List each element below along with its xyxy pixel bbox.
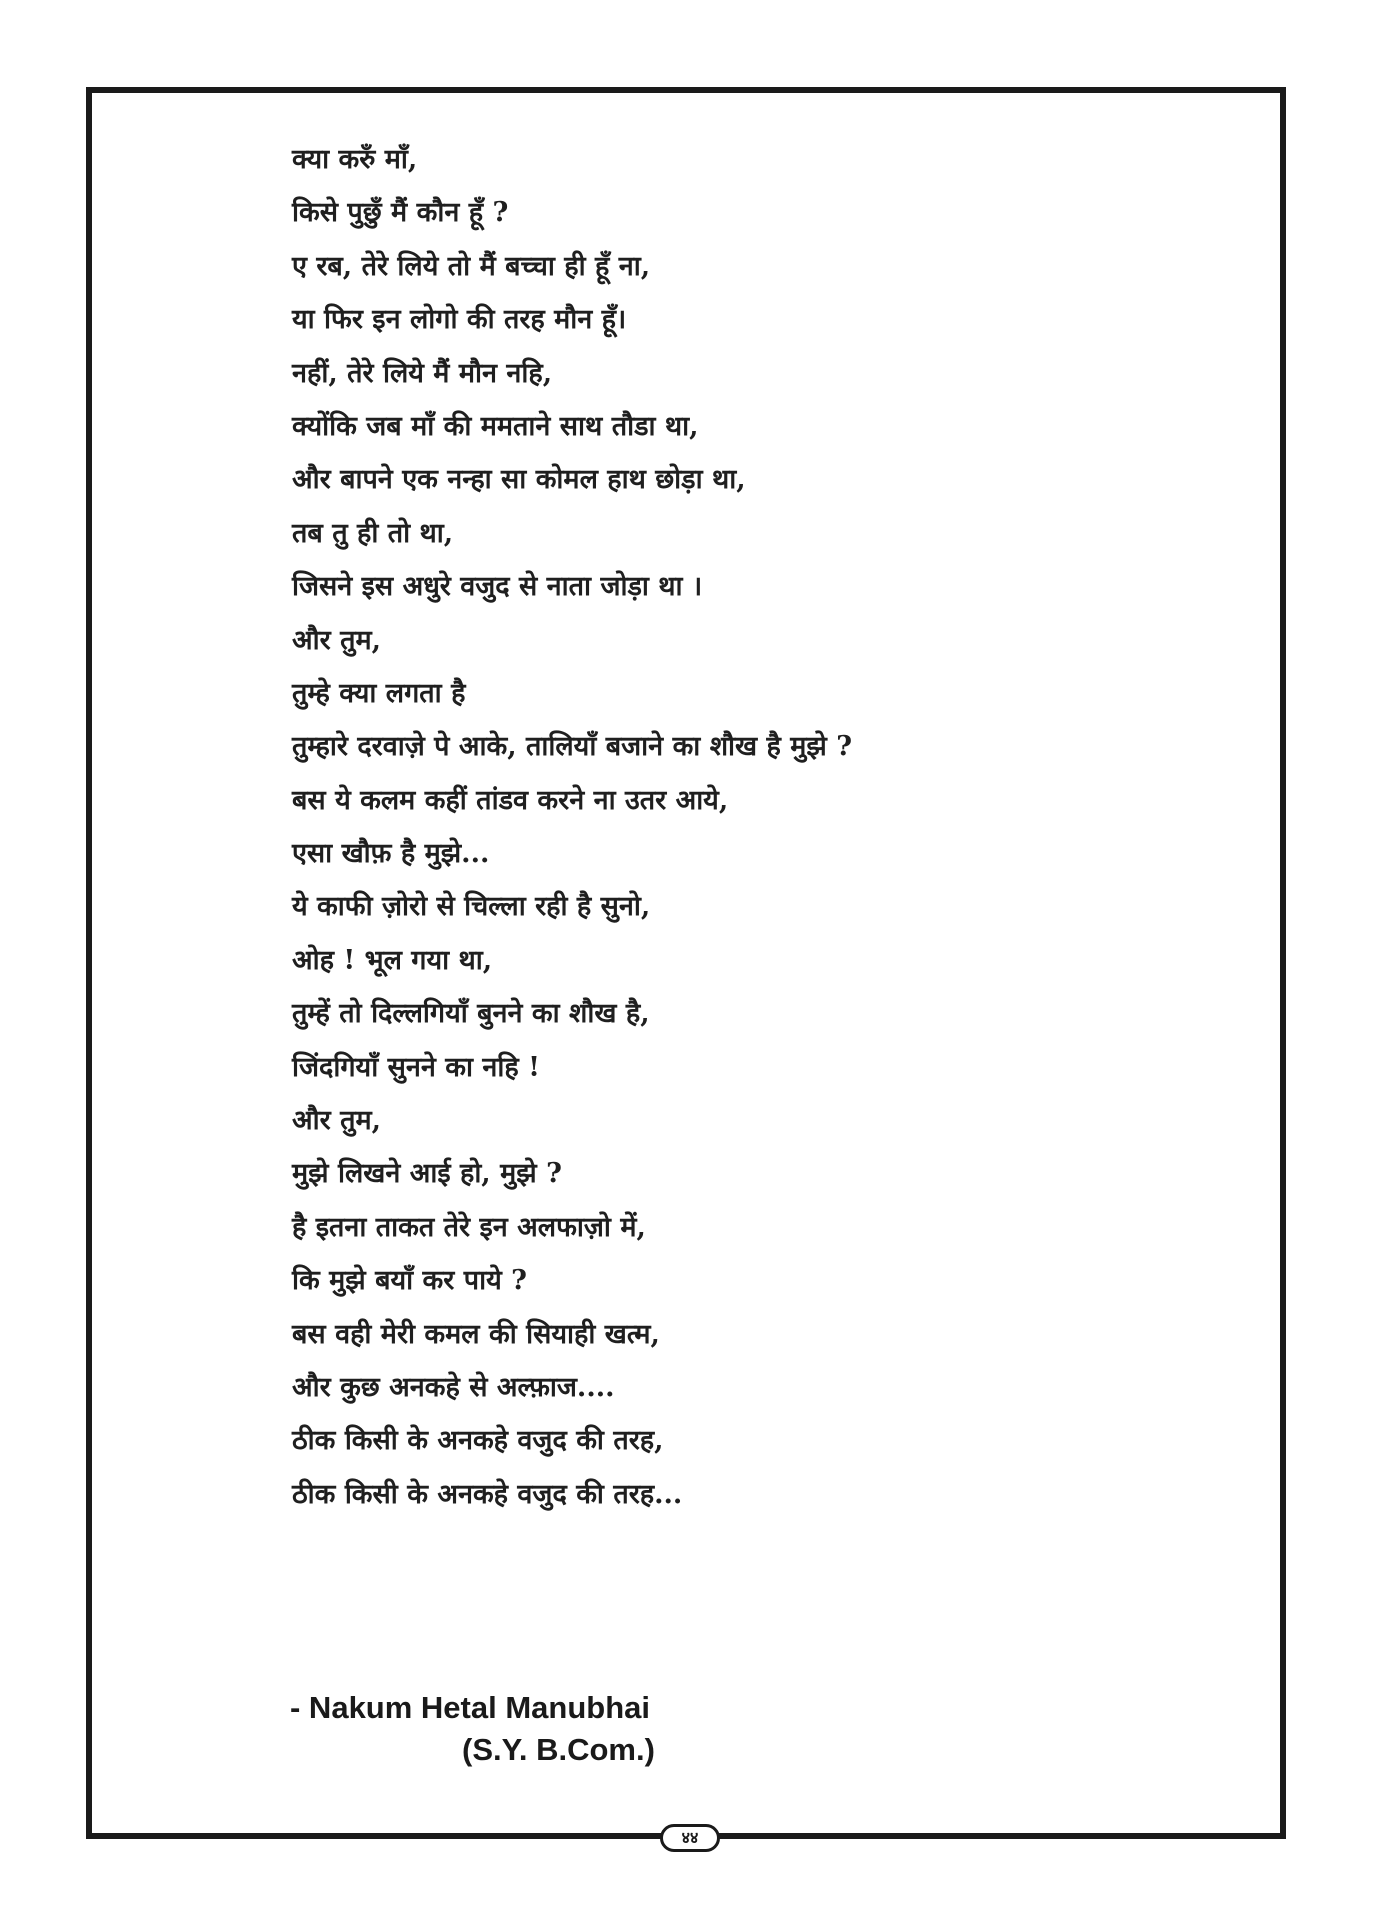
poem-line: जिंदगियाँ सुनने का नहि ! [292,1051,540,1083]
poem-line: ओह ! भूल गया था, [292,944,493,976]
poem-line: या फिर इन लोगो की तरह मौन हूँ। [292,304,627,336]
poem-line: और कुछ अनकहे से अल्फ़ाज.... [292,1371,615,1403]
poem-line: ठीक किसी के अनकहे वजुद की तरह... [292,1478,683,1510]
poem-line: और तुम, [292,624,381,656]
poem-line: नहीं, तेरे लिये मैं मौन नहि, [292,357,553,389]
poem-line: और तुम, [292,1105,381,1137]
poem-line: बस वही मेरी कमल की सियाही खत्म, [292,1318,660,1350]
poem-line: ए रब, तेरे लिये तो मैं बच्चा ही हूँ ना, [292,250,651,282]
page-number: ४४ [660,1824,720,1852]
poem-line: जिसने इस अधुरे वजुद से नाता जोड़ा था । [292,571,703,603]
author-name: - Nakum Hetal Manubhai [290,1690,650,1725]
poem-line: क्योंकि जब माँ की ममताने साथ तौडा था, [292,410,699,442]
poem-line: ये काफी ज़ोरो से चिल्ला रही है सुनो, [292,891,651,923]
poem-line: और बापने एक नन्हा सा कोमल हाथ छोड़ा था, [292,464,746,496]
poem-line: एसा खौफ़ है मुझे... [292,838,490,870]
poem-line: तुम्हे क्या लगता है [292,677,466,709]
poem-line: मुझे लिखने आई हो, मुझे ? [292,1158,562,1190]
poem-line: किसे पुछुँ मैं कौन हूँ ? [292,197,509,229]
poem-line: है इतना ताकत तेरे इन अलफाज़ो में, [292,1211,646,1243]
poem-line: क्या करुँ माँ, [292,144,418,175]
poem-line: बस ये कलम कहीं तांडव करने ना उतर आये, [292,784,729,816]
poem-line: तुम्हें तो दिल्लगियाँ बुनने का शौख है, [292,998,650,1030]
poem-line: ठीक किसी के अनकहे वजुद की तरह, [292,1425,664,1457]
poem-line: कि मुझे बयाँ कर पाये ? [292,1265,527,1297]
poem [292,140,852,1528]
poem-line: तब तु ही तो था, [292,517,454,549]
author-course: (S.Y. B.Com.) [462,1732,655,1767]
poem-line: तुम्हारे दरवाज़े पे आके, तालियाँ बजाने का शौख है मुझे ? [292,731,853,763]
